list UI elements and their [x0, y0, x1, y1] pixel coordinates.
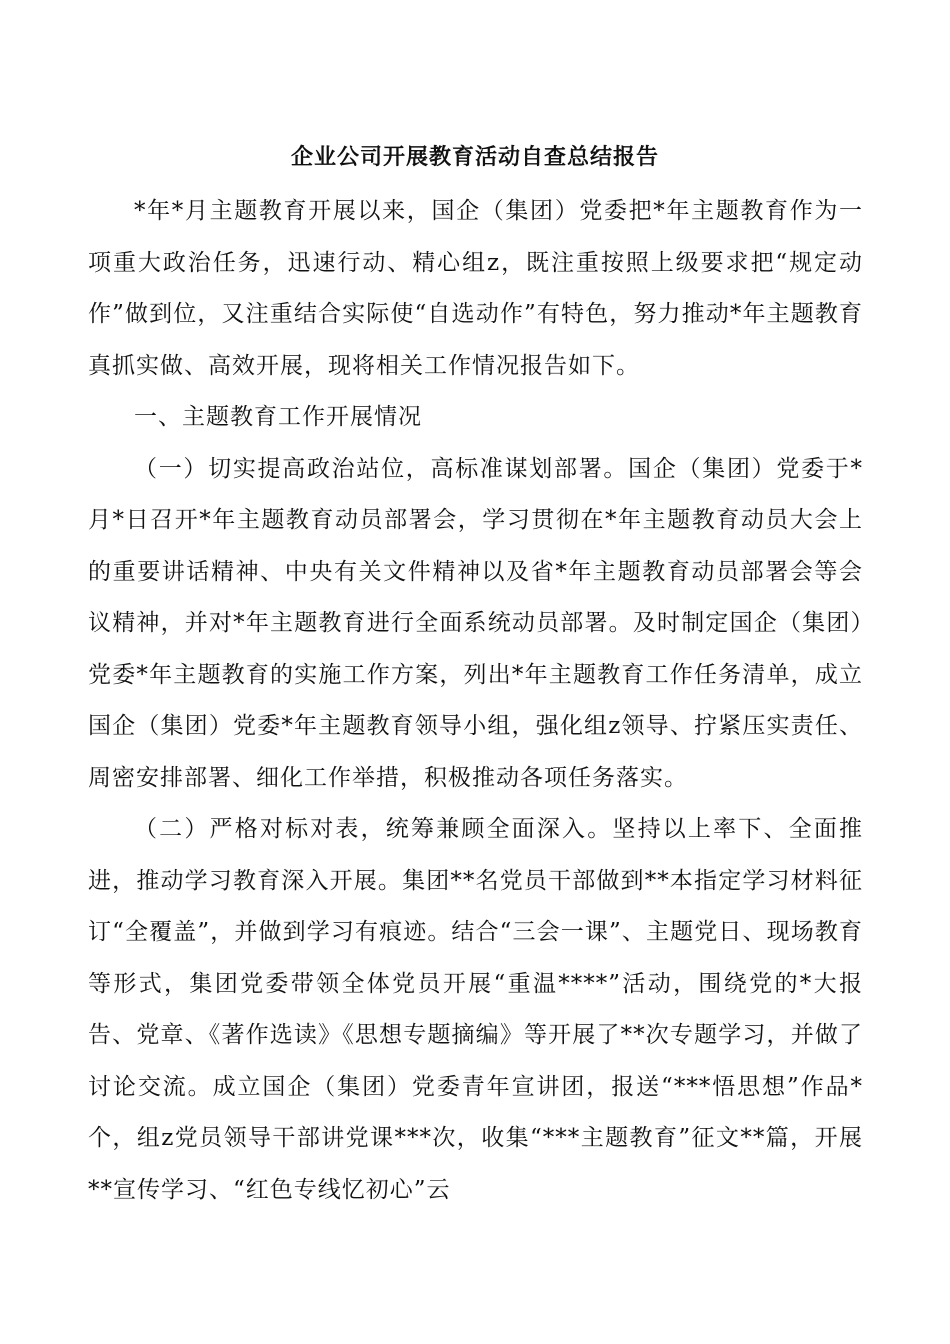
document-title: 企业公司开展教育活动自查总结报告: [290, 144, 659, 170]
body-paragraph: （二）严格对标对表，统筹兼顾全面深入。坚持以上率下、全面推进，推动学习教育深入开展。集团**名党员干部做到**本指定学习材料征订“全覆盖”，并做到学习有痕迹。结合“三会一课”、主题党日、现场教育等形式，集团党委带领全体党员开展“重温****”活动，围绕党的*大报告、党章、《著作选读》《思想专题摘编》等开展了**次专题学习，并做了讨论交流。成立国企（集团）党委青年宣讲团，报送“***悟思想”作品*个，组z党员领导干部讲党课***次，收集“***主题教育”征文**篇，开展**宣传学习、“红色专线忆初心”云: [88, 816, 863, 1203]
section-heading: 一、主题教育工作开展情况: [134, 404, 422, 430]
intro-paragraph: *年*月主题教育开展以来，国企（集团）党委把*年主题教育作为一项重大政治任务，迅速行动、精心组z，既注重按照上级要求把“规定动作”做到位，又注重结合实际使“自选动作”有特色，努力推动*年主题教育真抓实做、高效开展，现将相关工作情况报告如下。: [88, 198, 863, 379]
body-paragraph: （一）切实提高政治站位，高标准谋划部署。国企（集团）党委于*月*日召开*年主题教育动员部署会，学习贯彻在*年主题教育动员大会上的重要讲话精神、中央有关文件精神以及省*年主题教育动员部署会等会议精神，并对*年主题教育进行全面系统动员部署。及时制定国企（集团）党委*年主题教育的实施工作方案，列出*年主题教育工作任务清单，成立国企（集团）党委*年主题教育领导小组，强化组z领导、拧紧压实责任、周密安排部署、细化工作举措，积极推动各项任务落实。: [88, 455, 863, 791]
document-body: [88, 186, 863, 1216]
